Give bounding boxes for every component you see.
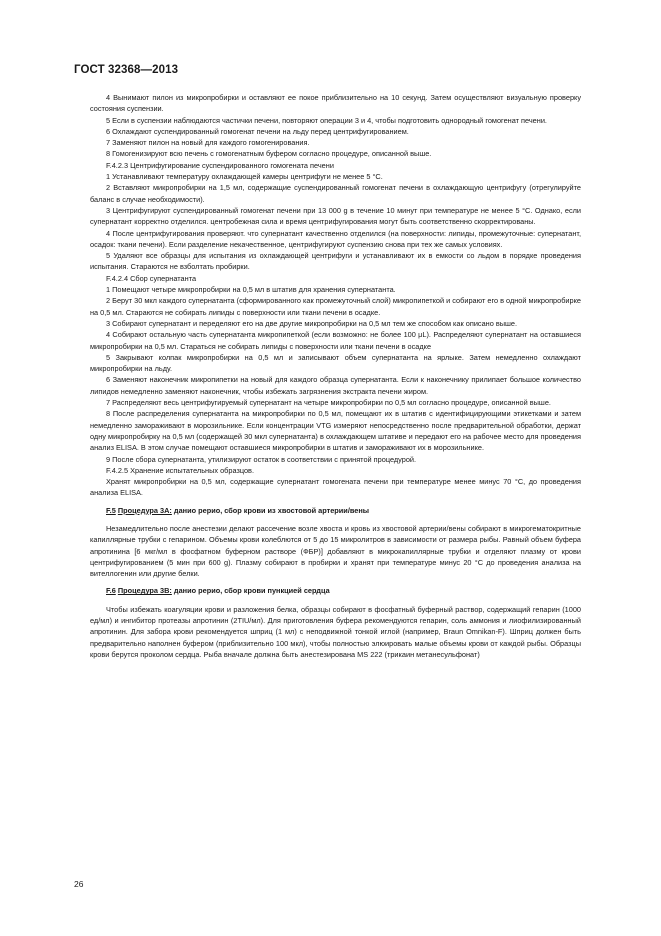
section-heading-f6 (90, 585, 581, 596)
paragraph: 1 Устанавливают температуру охлаждающей камеры центрифуги не менее 5 °С. (106, 172, 383, 182)
paragraph: 6 Заменяют наконечник микропипетки на новый для каждого образца супернатанта. Если к наконечнику прилипает большое количество липидов немедленно заменяют наконечник, чтобы избежать загрязнения экстракта печени жиром. (90, 375, 581, 396)
paragraph: 2 Берут 30 мкл каждого супернатанта (сформированного как промежуточный слой) микропипеткой и собирают его в одной микропробирке на 0,5 мл. Стараются не собирать липиды с поверхности или ткани печени в осадке. (90, 296, 581, 317)
page-number: 26 (74, 879, 84, 889)
paragraph: 2 Вставляют микропробирки на 1,5 мл, содержащие суспендированный гомогенат печени в охлаждающую центрифугу (отрегулируйте баланс в случае необходимости). (90, 183, 581, 204)
paragraph: Хранят микропробирки на 0,5 мл, содержащие супернатант гомогената печени при температуре менее минус 70 °С, до проведения анализа ELISA. (90, 477, 581, 498)
paragraph: 1 Помещают четыре микропробирки на 0,5 мл в штатив для хранения супернатанта. (106, 285, 396, 295)
section-procedure-tag: Процедура 3А: (117, 505, 172, 515)
paragraph: 5 Если в суспензии наблюдаются частички печени, повторяют операции 3 и 4, чтобы подготовить однородный гомогенат печени. (106, 115, 547, 125)
section-number: F.5 (106, 505, 116, 515)
subsection-heading: F.4.2.5 Хранение испытательных образцов. (106, 465, 254, 475)
paragraph: 4 После центрифугирования проверяют. что супернатант качественно отделился (на поверхности: липиды, промежуточные: супернатант, осадок: ткани печени). Если разделение некачественное, центрифугируют суспензию снова при тех же самых условиях. (90, 228, 581, 249)
section-procedure-tag: Процедура 3В: (117, 586, 172, 596)
document-header: ГОСТ 32368—2013 (74, 64, 179, 76)
paragraph: Незамедлительно после анестезии делают рассечение возле хвоста и кровь из хвостовой артерии/вены собирают в микрогематокритные капиллярные трубки с гепарином. Объемы крови колеблются от 5 до 15 микролитров в зависимости от размера рыбы. Равный объем буфера апротинина [6 мкг/мл в фосфатном буферном растворе (ФБР)] добавляют в микрокапиллярные трубки и отделяют плазму от крови центрифугированием (5 мин при 600 g). Плазму собирают в пробирки и хранят при температуре минус 20 °С до проведения анализа на вителлогенин или другие белки. (90, 523, 581, 579)
paragraph: 8 Гомогенизируют всю печень с гомогенатным буфером согласно процедуре, описанной выше. (106, 149, 432, 159)
paragraph: 9 После сбора супернатанта, утилизируют остаток в соответствии с принятой процедурой. (106, 454, 417, 464)
section-number: F.6 (106, 586, 116, 596)
document-body (90, 92, 581, 660)
paragraph: 7 Заменяют пилон на новый для каждого гомогенирования. (106, 138, 310, 148)
paragraph: 5 Закрывают колпак микропробирки на 0,5 мл и записывают объем супернатанта на ярлыке. Затем немедленно охлаждают микропробирки на льду. (90, 352, 581, 374)
paragraph: 3 Центрифугируют суспендированный гомогенат печени при 13 000 g в течение 10 минут при температуре не менее 5 °С. Однако, если супернатант корректно отделился. центробежная сила и время центрифугирования могут быть соответственно скорректированы. (90, 205, 581, 227)
paragraph: 8 После распределения супернатанта на микропробирки по 0,5 мл, помещают их в штатив с идентифицирующими этикетками и затем немедленно замораживают в морозильнике. Если концентрации VTG измеряют непосредственно после предварительной обработки, держат одну микропробирку на 0,5 мл (содержащей 30 мкл супернатанта) в охлаждающем штативе и передают его на рабочее место для проведения анализ ELISA. В этом случае помещают оставшиеся микропробирки в штатив и замораживают их в морозильнике. (90, 409, 581, 453)
paragraph: 4 Собирают остальную часть супернатанта микропипеткой (если возможно: не более 100 μL). Распределяют супернатант на оставшиеся микропробирки на 0,5 мл. Стараться не собирать липиды с поверхности или ткани печени в осадке (90, 330, 581, 351)
paragraph: 6 Охлаждают суспендированный гомогенат печени на льду перед центрифугированием. (106, 126, 409, 136)
section-heading-f5 (90, 505, 581, 516)
section-title: данио рерио, сбор крови из хвостовой артерии/вены (171, 505, 370, 515)
paragraph: 3 Собирают супернатант и переделяют его на две другие микропробирки на 0,5 мл тем же способом как описано выше. (106, 318, 518, 328)
paragraph: 4 Вынимают пилон из микропробирки и оставляют ее покое приблизительно на 10 секунд. Затем осуществляют визуальную проверку состояния суспензии. (90, 93, 581, 114)
subsection-heading: F.4.2.3 Центрифугирование суспендированного гомогената печени (106, 160, 334, 170)
paragraph: 5 Удаляют все образцы для испытания из охлаждающей центрифуги и устанавливают их в емкости со льдом в порядке проведения испытания. Стараются не взболтать пробирки. (90, 251, 581, 272)
paragraph: Чтобы избежать коагуляции крови и разложения белка, образцы собирают в фосфатный буферный раствор, содержащий гепарин (1000 ед/мл) и ингибитор протеазы апротинин (2TIU/мл). Для приготовления буфера рекомендуются гепарин, соль аммония и лиофилизированный апротинин. Для забора крови рекомендуется шприц (1 мл) с неподвижной тонкой иглой (например, Braun Omnikan-F). Шприц должен быть предварительно наполнен буфером (приблизительно 100 мкл), чтобы полностью элюировать малые объемы крови от каждой рыбы. Образцы крови берутся проколом сердца. Рыба вначале должна быть анестезирована MS 222 (трикаин метанесульфонат) (90, 604, 581, 659)
subsection-heading: F.4.2.4 Сбор супернатанта (106, 273, 197, 283)
paragraph: 7 Распределяют весь центрифугируемый супернатант на четыре микропробирки по 0,5 мл согласно процедуре, описанной выше. (106, 398, 551, 408)
section-title: данио рерио, сбор крови пункцией сердца (171, 586, 330, 596)
